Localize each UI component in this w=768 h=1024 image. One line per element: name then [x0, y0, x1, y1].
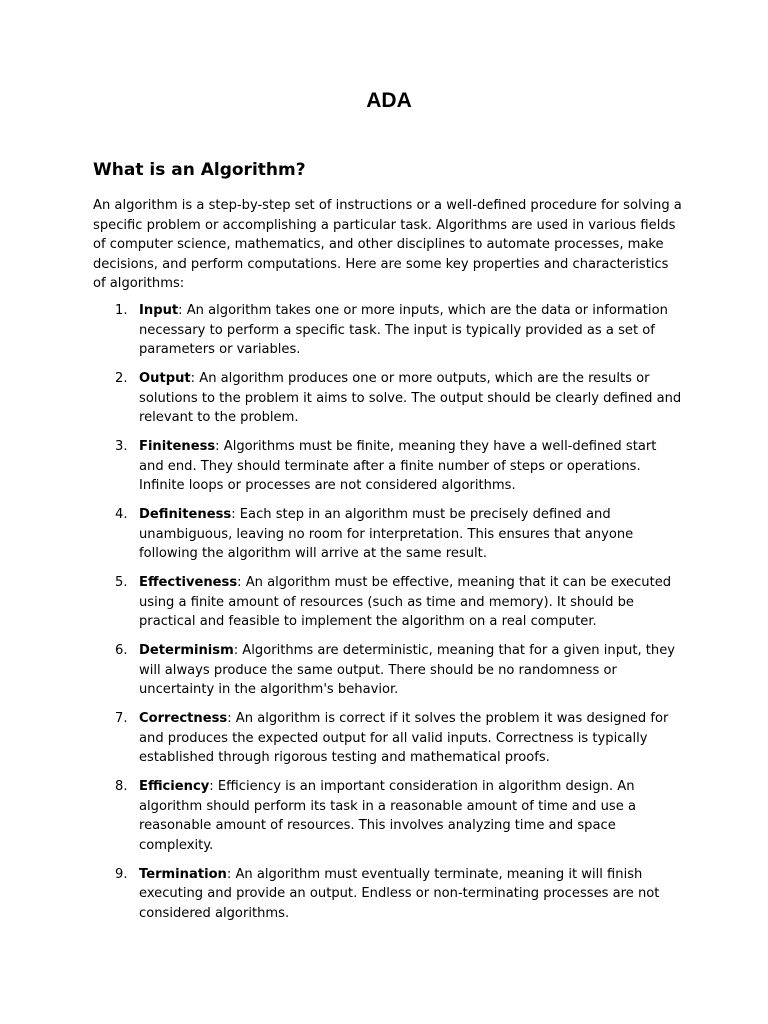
section-heading: What is an Algorithm? — [93, 160, 306, 180]
property-term: Efficiency — [139, 779, 210, 794]
property-description: : An algorithm takes one or more inputs, which are the data or information necessary to perform a specific task. The input is typically provided as a set of parameters or variables. — [139, 303, 668, 357]
list-number: 3. — [115, 439, 128, 454]
list-item — [93, 865, 683, 924]
list-item — [93, 777, 683, 855]
property-description: : Efficiency is an important consideration in algorithm design. An algorithm should perform its task in a reasonable amount of time and use a reasonable amount of resources. This involves analyzing time and space complexity. — [139, 779, 636, 853]
property-term: Finiteness — [139, 439, 216, 454]
list-item — [93, 641, 683, 700]
list-item — [93, 505, 683, 564]
list-number: 2. — [115, 371, 128, 386]
property-description: : An algorithm must eventually terminate, meaning it will finish executing and provide an output. Endless or non-terminating processes are not considered algorithms. — [139, 866, 660, 921]
property-description: : Algorithms are deterministic, meaning that for a given input, they will always produce the same output. There should be no randomness or uncertainty in the algorithm's behavior. — [139, 643, 676, 697]
property-term: Output — [139, 371, 191, 386]
list-item — [93, 709, 683, 768]
list-number: 8. — [115, 779, 128, 794]
list-number: 9. — [115, 866, 128, 882]
property-description: : Each step in an algorithm must be precisely defined and unambiguous, leaving no room for interpretation. This ensures that anyone following the algorithm will arrive at the same result. — [139, 507, 634, 561]
property-description: : Algorithms must be finite, meaning they have a well-defined start and end. They should terminate after a finite number of steps or operations. Infinite loops or processes are not considered algorithms. — [139, 439, 657, 493]
document-title: ADA — [366, 89, 412, 112]
property-term: Determinism — [139, 643, 234, 658]
list-number: 4. — [115, 507, 128, 522]
property-term: Input — [139, 303, 179, 318]
property-term: Definiteness — [139, 507, 232, 522]
intro-paragraph: An algorithm is a step-by-step set of instructions or a well-defined procedure for solving a specific problem or accomplishing a particular task. Algorithms are used in various fields of computer science, mathematics, and other disciplines to automate processes, make decisions, and perform computations. Here are some key properties and characteristics of algorithms: — [93, 198, 682, 291]
list-item — [93, 301, 683, 360]
property-description: : An algorithm is correct if it solves the problem it was designed for and produces the expected output for all valid inputs. Correctness is typically established through rigorous testing and mathematical proofs. — [139, 711, 669, 765]
list-item — [93, 369, 683, 428]
property-term: Correctness — [139, 711, 228, 726]
property-term: Termination — [139, 866, 227, 882]
list-number: 5. — [115, 575, 128, 590]
list-number: 7. — [115, 711, 128, 726]
list-number: 6. — [115, 643, 128, 658]
list-item — [93, 437, 683, 496]
property-description: : An algorithm must be effective, meaning that it can be executed using a finite amount of resources (such as time and memory). It should be practical and feasible to implement the algorithm on a real computer. — [139, 575, 672, 629]
list-number: 1. — [115, 303, 128, 318]
property-term: Effectiveness — [139, 575, 238, 590]
list-item — [93, 573, 683, 632]
property-description: : An algorithm produces one or more outputs, which are the results or solutions to the problem it aims to solve. The output should be clearly defined and relevant to the problem. — [139, 371, 682, 425]
properties-list — [93, 301, 683, 933]
